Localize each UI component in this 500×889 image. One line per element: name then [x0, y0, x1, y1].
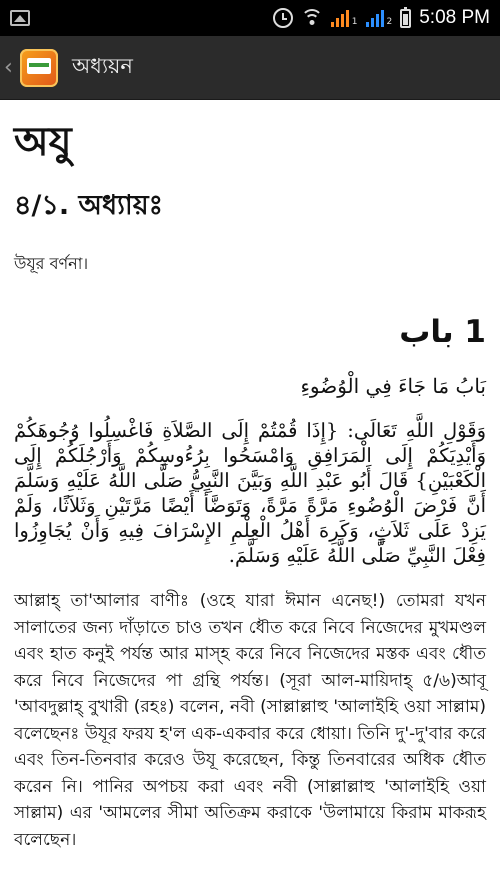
- battery-icon: [400, 9, 411, 28]
- sim1-label: 1: [351, 17, 358, 27]
- arabic-hadith-text: وَقَوْلِ اللَّهِ تَعَالَى: {إِذَا قُمْتُمْ إِلَى الصَّلاَةِ فَاغْسِلُوا وُجُوهَكُمْ وَأَيْدِيَكُمْ إِلَى الْمَرَافِقِ وَامْسَحُوا بِرُءُوسِكُمْ وَأَرْجُلَكُمْ إِلَى الْكَعْبَيْنِ} قَالَ أَبُو عَبْدِ اللَّهِ وَبَيَّنَ النَّبِيُّ صَلَّى اللَّهُ عَلَيْهِ وَسَلَّمَ أَنَّ فَرْضَ الْوُضُوءِ مَرَّةً مَرَّةً، وَتَوَضَّأَ أَيْضًا مَرَّتَيْنِ وَثَلاَثًا، وَلَمْ يَزِدْ عَلَى ثَلاَثٍ، وَكَرِهَ أَهْلُ الْعِلْمِ الإِسْرَافَ فِيهِ وَأَنْ يُجَاوِزُوا فِعْلَ النَّبِيِّ صَلَّى اللَّهُ عَلَيْهِ وَسَلَّمَ.: [14, 419, 486, 567]
- app-bar-title: অধ্যয়ন: [72, 54, 133, 78]
- app-logo-icon[interactable]: [20, 49, 58, 87]
- alarm-icon: [273, 8, 293, 28]
- status-bar: [0, 0, 500, 36]
- arabic-bab-title: بَابُ مَا جَاءَ فِي الْوُضُوءِ: [300, 374, 486, 398]
- chapter-description: উযূর বর্ণনা।: [14, 254, 89, 273]
- signal-sim2-icon: [366, 9, 393, 27]
- wifi-icon: [301, 9, 323, 27]
- signal-sim1-icon: [331, 9, 358, 27]
- reading-content[interactable]: [0, 100, 500, 889]
- sim2-label: 2: [386, 17, 393, 27]
- back-chevron-icon[interactable]: ‹: [4, 55, 13, 80]
- app-bar: [0, 36, 500, 100]
- chapter-heading: ৪/১. অধ্যায়ঃ: [14, 190, 164, 221]
- bab-number: 1 باب: [399, 314, 486, 350]
- status-clock: 5:08 PM: [419, 7, 490, 28]
- gallery-icon: [10, 10, 30, 26]
- book-title: অযু: [14, 119, 72, 165]
- bangla-translation-text: আল্লাহ্ তা'আলার বাণীঃ (ওহে যারা ঈমান এনেছ!) তোমরা যখন সালাতের জন্য দাঁড়াতে চাও তখন ধৌত করে নিবে নিজেদের মুখমণ্ডল এবং হাত কনুই পর্যন্ত আর মাস্হ করে নিবে নিজেদের মস্তক এবং ধৌত করে নিবে নিজেদের পা গ্রন্থি পর্যন্ত। (সূরা আল-মায়িদাহ্ ৫/৬)আবূ 'আবদুল্লাহ্ বুখারী (রহঃ) বলেন, নবী (সাল্লাল্লাহু 'আলাইহি ওয়া সাল্লাম) বলেছেনঃ উযূর ফরয হ'ল এক-একবার করে ধোয়া। তিনি দু'-দু'বার করে এবং তিন-তিনবার করেও উযূ করেছেন, কিন্তু তিনবারের অধিক ধৌত করেন নি। পানির অপচয় করা এবং নবী (সাল্লাল্লাহু 'আলাইহি ওয়া সাল্লাম) এর 'আমলের সীমা অতিক্রম করাকে 'উলামায়ে কিরাম মাকরূহ বলেছেন।: [14, 591, 486, 850]
